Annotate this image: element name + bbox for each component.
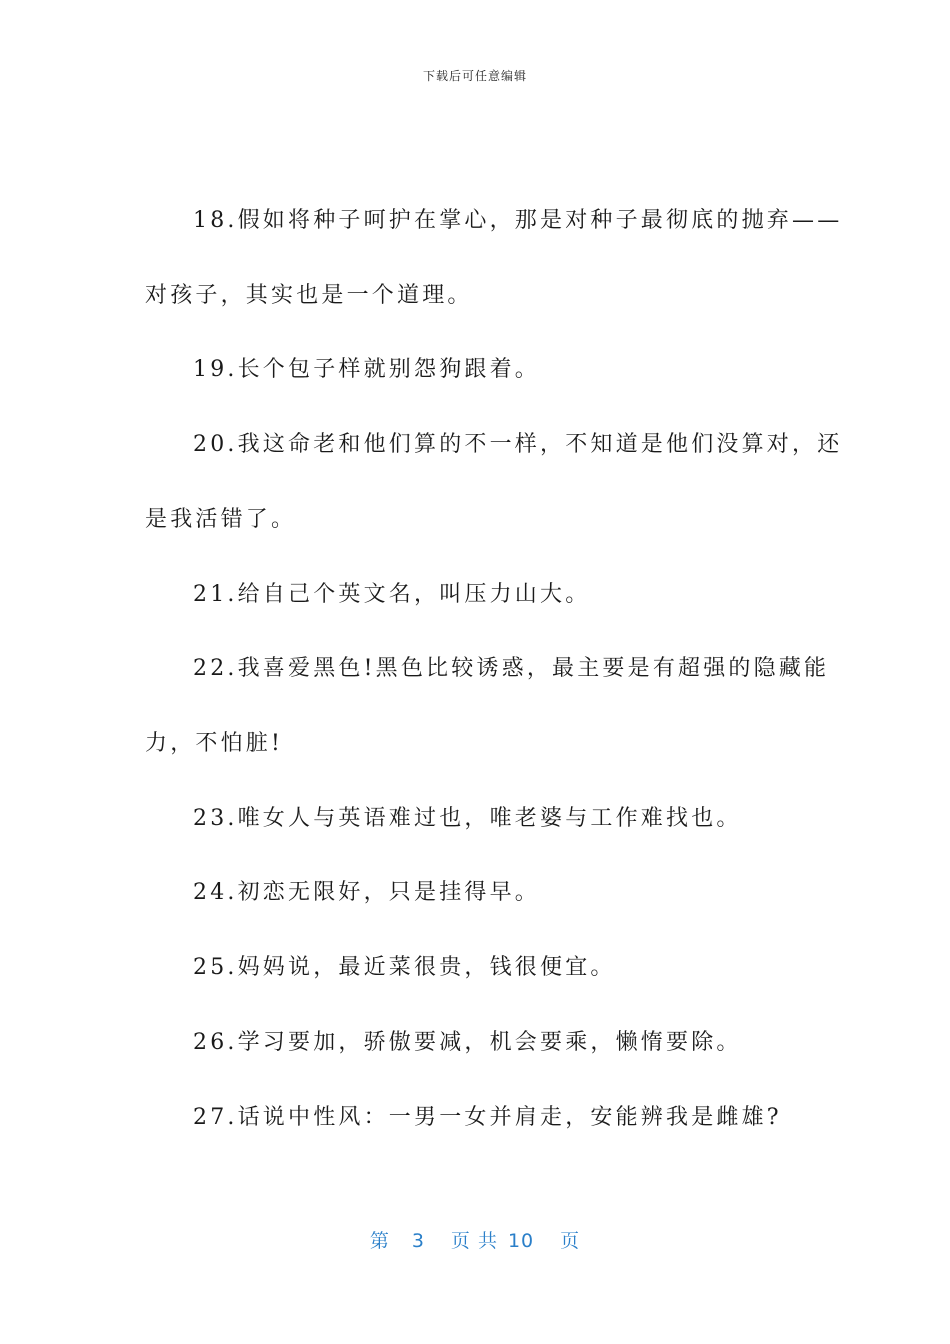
paragraph-19: 19.长个包子样就别怨狗跟着。 <box>193 357 540 382</box>
footer-middle: 页 共 <box>450 1230 498 1252</box>
paragraph-26: 26.学习要加，骄傲要减，机会要乘，懒惰要除。 <box>193 1030 742 1055</box>
footer-current-page: 3 <box>411 1230 425 1252</box>
page-footer <box>0 1226 950 1253</box>
paragraph-20-line-2: 是我活错了。 <box>145 507 297 532</box>
paragraph-18-line-2: 对孩子，其实也是一个道理。 <box>145 283 473 308</box>
paragraph-23: 23.唯女人与英语难过也，唯老婆与工作难找也。 <box>193 806 742 831</box>
paragraph-22-line-1: 22.我喜爱黑色!黑色比较诱惑，最主要是有超强的隐藏能 <box>193 656 830 681</box>
paragraph-18-line-1: 18.假如将种子呵护在掌心，那是对种子最彻底的抛弃—— <box>193 208 843 233</box>
paragraph-20-line-1: 20.我这命老和他们算的不一样，不知道是他们没算对，还 <box>193 432 843 457</box>
footer-prefix: 第 <box>369 1230 390 1252</box>
footer-total-pages: 10 <box>507 1230 535 1252</box>
paragraph-22-line-2: 力，不怕脏! <box>145 731 284 756</box>
paragraph-25: 25.妈妈说，最近菜很贵，钱很便宜。 <box>193 955 616 980</box>
header-note: 下载后可任意编辑 <box>422 69 527 83</box>
footer-suffix: 页 <box>560 1230 581 1252</box>
paragraph-21: 21.给自己个英文名，叫压力山大。 <box>193 582 591 607</box>
paragraph-24: 24.初恋无限好，只是挂得早。 <box>193 880 540 905</box>
paragraph-27: 27.话说中性风：一男一女并肩走，安能辨我是雌雄? <box>193 1105 782 1130</box>
